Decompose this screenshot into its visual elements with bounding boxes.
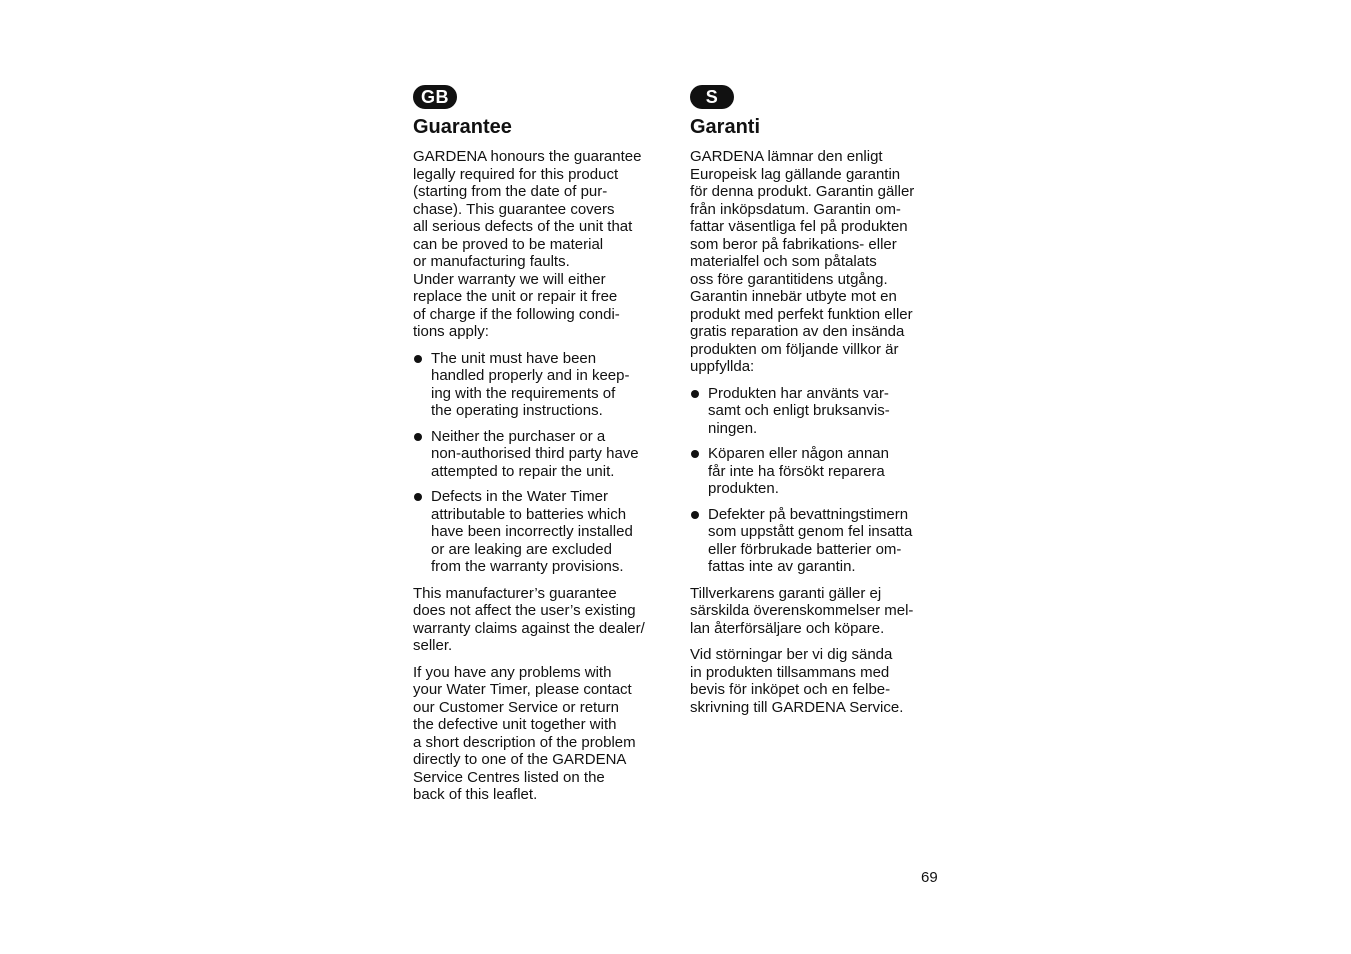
list-item: The unit must have been handled properly and in keep- ing with the requirements of the operating instructions. [413, 350, 663, 420]
intro-paragraph-sv: GARDENA lämnar den enligt Europeisk lag gällande garantin för denna produkt. Garantin gäller från inköpsdatum. Garantin om- fattar väsentliga fel på produkten som beror på fabrikations- eller materialfel och som påtalats oss före garantitidens utgång. Garantin innebär utbyte mot en produkt med perfekt funktion eller gratis reparation av den insända produkten om följande villkor är uppfyllda: [690, 148, 915, 375]
list-item: Produkten har använts var- samt och enligt bruksanvis- ningen. [690, 385, 940, 438]
guarantee-section-en [413, 85, 663, 813]
section-title-sv: Garanti [690, 116, 761, 138]
bullet-icon [691, 390, 699, 398]
bullet-icon [414, 433, 422, 441]
list-item: Neither the purchaser or a non-authorised third party have attempted to repair the unit. [413, 428, 663, 481]
bullet-icon [691, 511, 699, 519]
conditions-list-sv [690, 385, 940, 576]
service-paragraph-en: If you have any problems with your Water Timer, please contact our Customer Service or return the defective unit together with a short description of the problem directly to one of the GARDENA Service Centres listed on the back of this leaflet. [413, 663, 636, 803]
list-item: Defekter på bevattningstimern som uppstått genom fel insatta eller förbrukade batterier om- fattas inte av garantin. [690, 506, 940, 576]
list-item: Köparen eller någon annan får inte ha försökt reparera produkten. [690, 445, 940, 498]
page-number: 69 [921, 869, 938, 886]
manufacturer-guarantee-paragraph-en: This manufacturer’s guarantee does not affect the user’s existing warranty claims against the dealer/ seller. [413, 584, 645, 654]
bullet-icon [414, 355, 422, 363]
list-item: Defects in the Water Timer attributable to batteries which have been incorrectly installed or are leaking are excluded from the warranty provisions. [413, 488, 663, 576]
conditions-list-en [413, 350, 663, 576]
service-paragraph-sv: Vid störningar ber vi dig sända in produkten tillsammans med bevis för inköpet och en felbe- skrivning till GARDENA Service. [690, 646, 904, 716]
bullet-icon [691, 450, 699, 458]
language-badge-gb: GB [413, 85, 457, 109]
bullet-icon [414, 493, 422, 501]
section-title-en: Guarantee [413, 116, 512, 138]
intro-paragraph-en: GARDENA honours the guarantee legally required for this product (starting from the date of pur- chase). This guarantee covers all serious defects of the unit that can be proved to be material or manufacturing faults. Under warranty we will either replace the unit or repair it free of charge if the following condi- tions apply: [413, 148, 642, 340]
language-badge-s: S [690, 85, 734, 109]
manufacturer-guarantee-paragraph-sv: Tillverkarens garanti gäller ej särskilda överenskommelser mel- lan återförsäljare och köpare. [690, 584, 914, 637]
guarantee-section-sv [690, 85, 940, 725]
